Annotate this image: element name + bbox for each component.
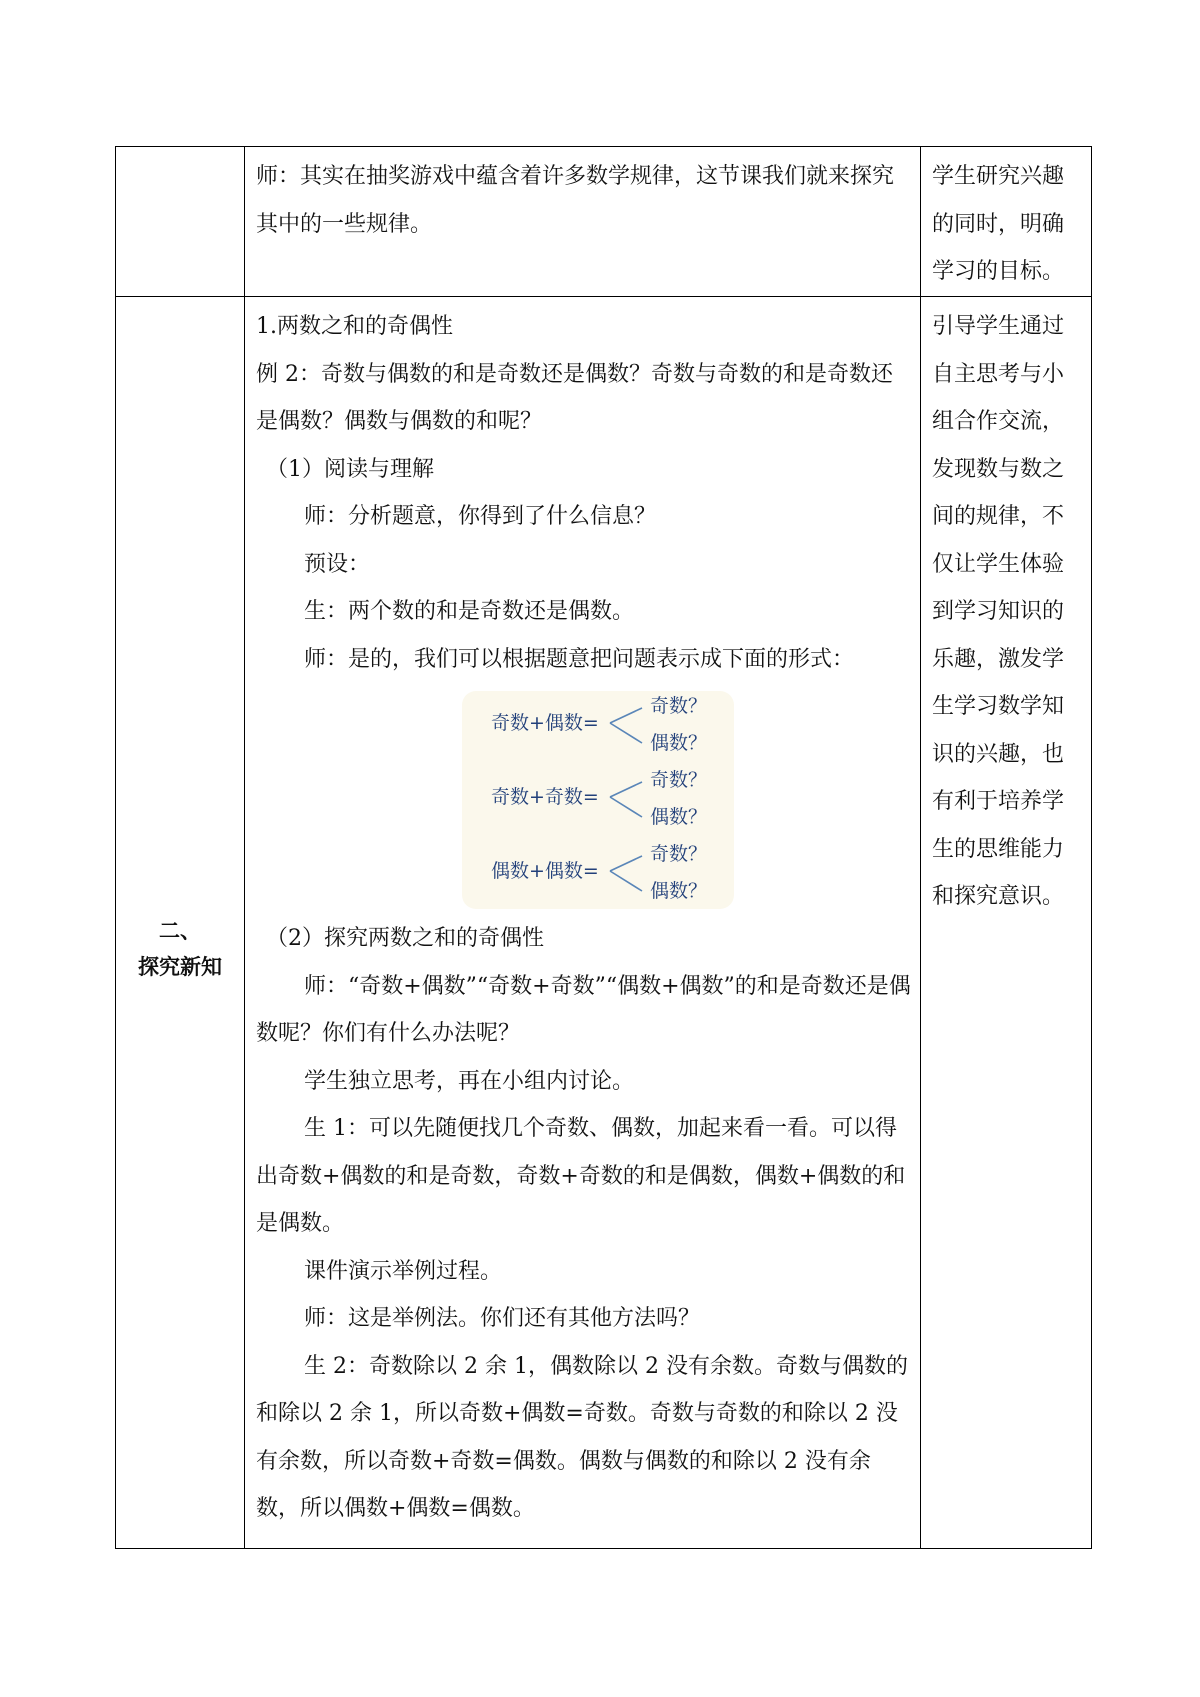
branch-odd: 奇数？: [650, 769, 708, 791]
design-note-cell: [921, 297, 1092, 1549]
expression-odd-plus-odd: 奇数+奇数=: [491, 786, 599, 808]
table-row: [116, 147, 1092, 297]
branch-odd: 奇数？: [650, 843, 708, 865]
design-note-cell: [921, 147, 1092, 297]
expression-odd-plus-even: 奇数+偶数=: [491, 712, 599, 734]
stage-cell: [116, 297, 245, 1549]
dialogue-line: 预设：: [304, 551, 371, 577]
step2-title: （2）探究两数之和的奇偶性: [266, 926, 544, 951]
teacher-intro-text: 师：其实在抽奖游戏中蕴含着许多数学规律，这节课我们就来探究其中的一些规律。: [256, 164, 895, 237]
parity-diagram-wrapper: [256, 683, 912, 915]
expression-even-plus-even: 偶数+偶数=: [491, 860, 599, 882]
branch-odd: 奇数？: [650, 695, 708, 717]
table-row: [116, 297, 1092, 1549]
example-text: 例 2：奇数与偶数的和是奇数还是偶数？奇数与奇数的和是奇数还是偶数？偶数与偶数的和呢？: [256, 361, 893, 434]
teacher-question: 师：“奇数+偶数”“奇数+奇数”“偶数+偶数”的和是奇数还是偶数呢？你们有什么办法呢？: [256, 973, 911, 1046]
stage-number: 二、: [159, 918, 201, 943]
branch-even: 偶数？: [650, 806, 708, 828]
dialogue-line: 师：分析题意，你得到了什么信息？: [304, 504, 657, 529]
student1-answer: 生 1：可以先随便找几个奇数、偶数，加起来看一看。可以得出奇数+偶数的和是奇数，奇数+奇数的和是偶数，偶数+偶数的和是偶数。: [256, 1116, 906, 1236]
section-heading: 1.两数之和的奇偶性: [256, 314, 453, 339]
student2-answer: 生 2：奇数除以 2 余 1，偶数除以 2 没有余数。奇数与偶数的和除以 2 余 1，所以奇数+偶数=奇数。奇数与奇数的和除以 2 没有余数，所以奇数+奇数=偶数。偶数与偶数的和除以 2 没有余数，所以偶数+偶数=偶数。: [256, 1353, 908, 1521]
lesson-plan-table: [115, 146, 1092, 1549]
discussion-note: 学生独立思考，再在小组内讨论。: [304, 1068, 635, 1094]
design-note-text: 引导学生通过自主思考与小组合作交流，发现数与数之间的规律，不仅让学生体验到学习知识的乐趣，激发学生学习数学知识的兴趣，也有利于培养学生的思维能力和探究意识。: [932, 314, 1065, 909]
stage-cell-empty: [116, 147, 245, 297]
branch-even: 偶数？: [650, 880, 708, 902]
dialogue-line: 师：是的，我们可以根据题意把问题表示成下面的形式：: [304, 646, 855, 672]
stage-title: 探究新知: [138, 954, 222, 979]
design-note-text: 学生研究兴趣的同时，明确学习的目标。: [932, 164, 1065, 284]
main-content-cell: [245, 147, 921, 297]
step1-title: （1）阅读与理解: [266, 456, 434, 482]
courseware-demo: 课件演示举例过程。: [304, 1258, 503, 1284]
dialogue-line: 生：两个数的和是奇数还是偶数。: [304, 599, 635, 624]
parity-diagram: [462, 691, 734, 909]
teacher-followup: 师：这是举例法。你们还有其他方法吗？: [304, 1306, 701, 1331]
main-content-cell: [245, 297, 921, 1549]
branch-even: 偶数？: [650, 732, 708, 754]
